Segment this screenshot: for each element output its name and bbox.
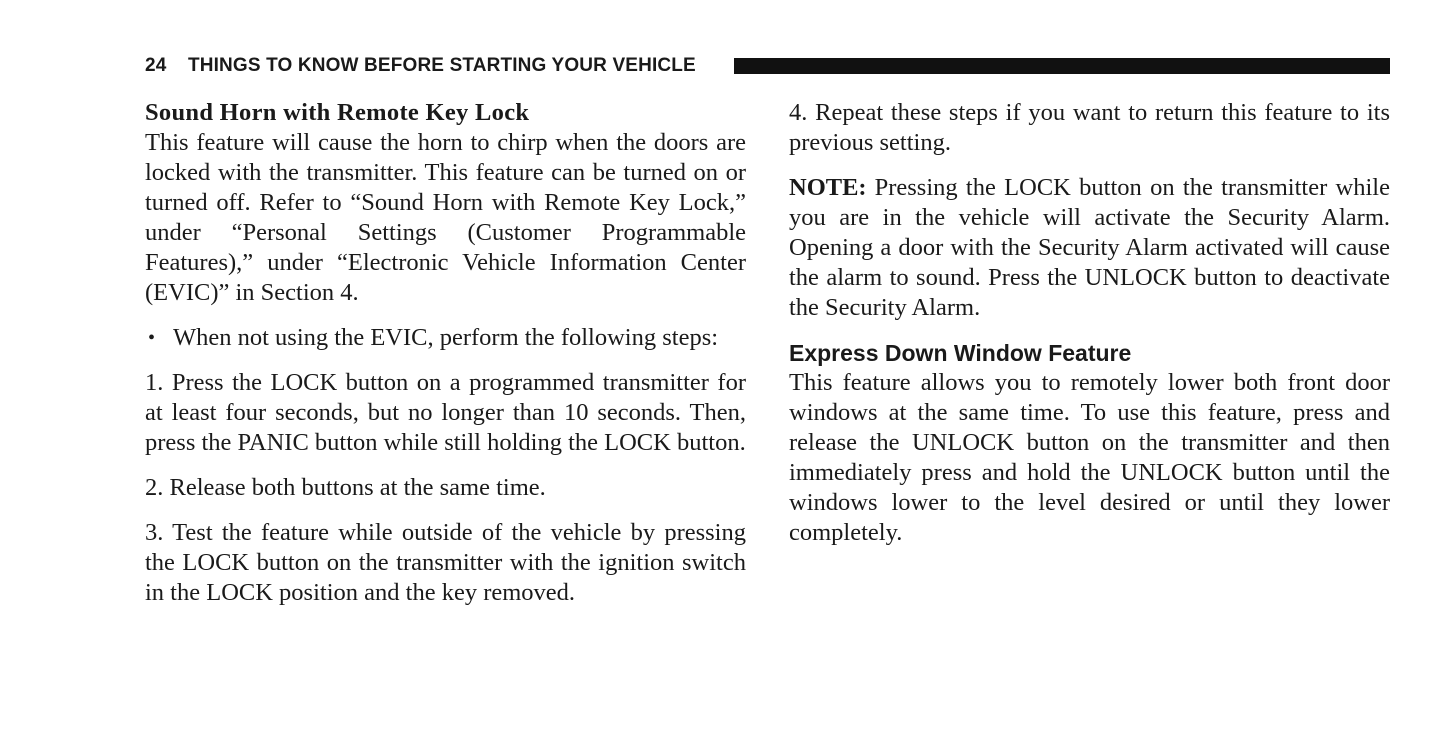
section-title: THINGS TO KNOW BEFORE STARTING YOUR VEHICLE [188, 55, 696, 76]
right-column [789, 98, 1390, 563]
note-label: NOTE: [789, 174, 867, 201]
express-down-body: This feature allows you to remotely lower both front door windows at the same time. To use this feature, press and release the UNLOCK button on the transmitter and then immediately press and hold the UNLOCK button until the windows lower to the level desired or until they lower completely. [789, 369, 1390, 546]
bullet-item [145, 323, 746, 353]
page-header [145, 54, 1390, 78]
page-number: 24 [145, 55, 167, 76]
express-down-heading: Express Down Window Feature [789, 340, 1132, 366]
sound-horn-intro: This feature will cause the horn to chirp when the doors are locked with the transmitter. This feature can be turned on or turned off. Refer to “Sound Horn with Remote Key Lock,” under “Personal Settings (Customer Programmable Features),” under “Electronic Vehicle Information Center (EVIC)” in Section 4. [145, 129, 746, 306]
note-text: Pressing the LOCK button on the transmitter while you are in the vehicle will activate the Security Alarm. Opening a door with the Security Alarm activated will cause the alarm to sound. Press the UNLOCK button to deactivate the Security Alarm. [789, 174, 1390, 321]
note-paragraph [789, 173, 1390, 323]
bullet-text: When not using the EVIC, perform the following steps: [173, 324, 719, 351]
bullet-icon: • [148, 327, 156, 349]
sound-horn-heading: Sound Horn with Remote Key Lock [145, 99, 530, 126]
step-2: 2. Release both buttons at the same time. [145, 474, 546, 501]
left-column [145, 98, 746, 623]
header-rule [734, 58, 1390, 74]
step-1: 1. Press the LOCK button on a programmed transmitter for at least four seconds, but no longer than 10 seconds. Then, press the PANIC button while still holding the LOCK button. [145, 369, 746, 456]
step-3: 3. Test the feature while outside of the vehicle by pressing the LOCK button on the transmitter with the ignition switch in the LOCK position and the key removed. [145, 519, 746, 606]
step-4: 4. Repeat these steps if you want to return this feature to its previous setting. [789, 99, 1390, 156]
